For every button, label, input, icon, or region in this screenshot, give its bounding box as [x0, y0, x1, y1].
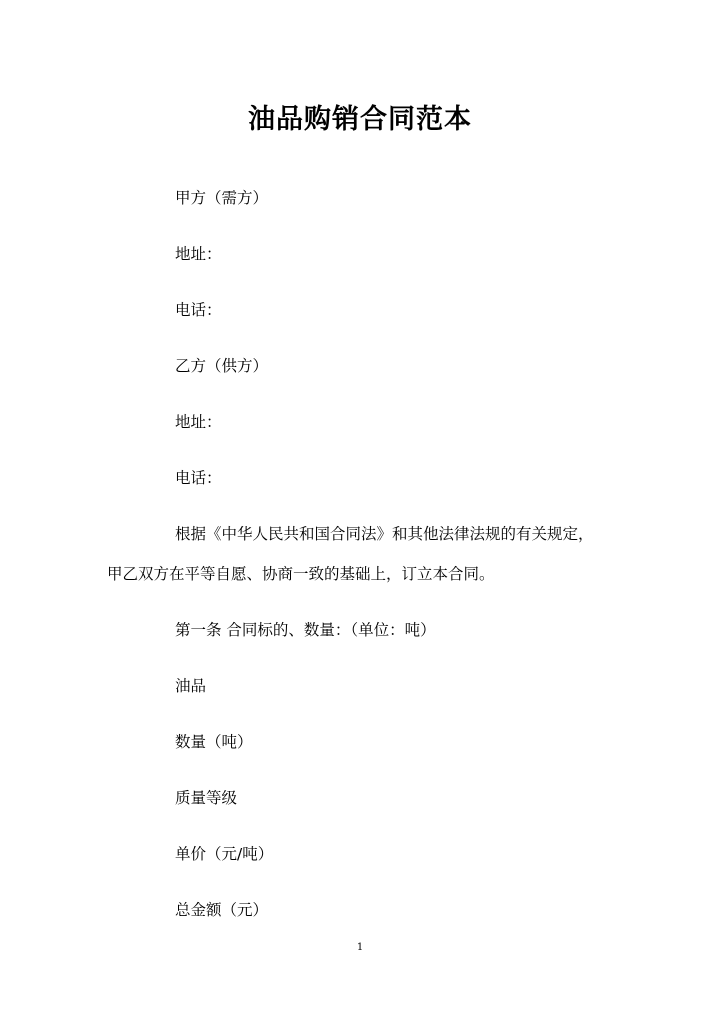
article-1-heading: 第一条 合同标的、数量：（单位：吨） — [175, 621, 436, 639]
party-b-label: 乙方（供方） — [175, 357, 269, 375]
intro-paragraph-line-1: 根据《中华人民共和国合同法》和其他法律法规的有关规定， — [175, 525, 594, 543]
party-a-label: 甲方（需方） — [175, 189, 269, 207]
field-total-amount: 总金额（元） — [175, 901, 269, 919]
party-a-address: 地址： — [175, 245, 222, 263]
document-title: 油品购销合同范本 — [248, 104, 472, 135]
page-number: 1 — [356, 942, 364, 953]
intro-paragraph-line-2: 甲乙双方在平等自愿、协商一致的基础上，订立本合同。 — [107, 565, 495, 583]
field-quantity: 数量（吨） — [175, 733, 253, 751]
field-unit-price: 单价（元/吨） — [175, 845, 274, 863]
party-b-phone: 电话： — [175, 469, 222, 487]
field-quality-grade: 质量等级 — [175, 789, 238, 807]
party-a-phone: 电话： — [175, 301, 222, 319]
party-b-address: 地址： — [175, 413, 222, 431]
field-oil: 油品 — [175, 677, 207, 695]
